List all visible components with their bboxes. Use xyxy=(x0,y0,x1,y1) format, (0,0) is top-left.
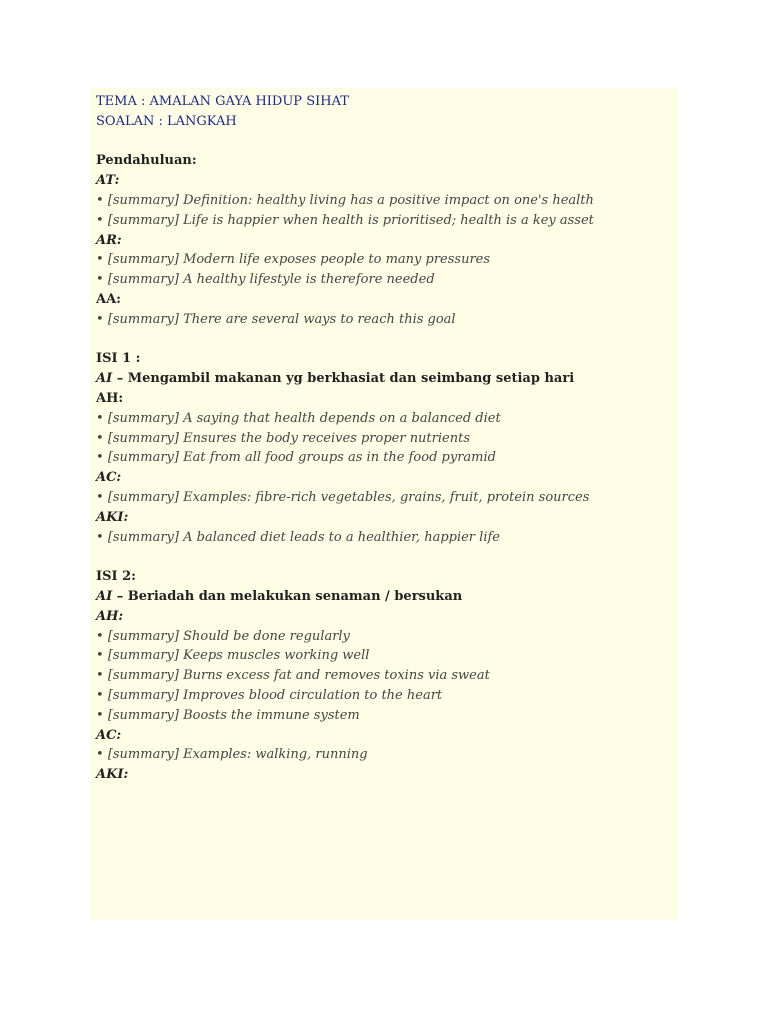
body2-ah-point: • [summary] Burns excess fat and removes toxins via sweat xyxy=(96,666,672,686)
body2-main-point xyxy=(96,587,672,607)
intro-ar-point: • [summary] A healthy lifestyle is therefore needed xyxy=(96,270,672,290)
body2-ac-label: AC: xyxy=(96,727,122,743)
question-line: SOALAN : LANGKAH xyxy=(96,113,237,129)
intro-at-point: • [summary] Definition: healthy living has a positive impact on one's health xyxy=(96,191,672,211)
body2-ah-point: • [summary] Should be done regularly xyxy=(96,627,672,647)
body1-ah-label: AH: xyxy=(96,390,124,406)
body2-ah-point: • [summary] Improves blood circulation to the heart xyxy=(96,686,672,706)
intro-aa-point: • [summary] There are several ways to reach this goal xyxy=(96,310,672,330)
body1-aki-point: • [summary] A balanced diet leads to a healthier, happier life xyxy=(96,528,672,548)
intro-aa-label: AA: xyxy=(96,291,121,307)
body2-aki-label: AKI: xyxy=(96,767,129,783)
theme-line: TEMA : AMALAN GAYA HIDUP SIHAT xyxy=(96,94,349,109)
body1-ah-point: • [summary] Ensures the body receives proper nutrients xyxy=(96,429,672,449)
intro-heading: Pendahuluan: xyxy=(96,153,197,169)
body1-main-point xyxy=(96,369,672,389)
document-page xyxy=(90,88,678,920)
intro-at-label: AT: xyxy=(96,173,120,189)
body2-main-label: AI xyxy=(96,588,113,604)
body2-ah-point: • [summary] Keeps muscles working well xyxy=(96,646,672,666)
body2-ac-point: • [summary] Examples: walking, running xyxy=(96,745,672,765)
body1-ah-point: • [summary] Eat from all food groups as in the food pyramid xyxy=(96,448,672,468)
body1-ah-point: • [summary] A saying that health depends on a balanced diet xyxy=(96,409,672,429)
body1-ac-point: • [summary] Examples: fibre-rich vegetables, grains, fruit, protein sources xyxy=(96,488,672,508)
intro-at-point: • [summary] Life is happier when health is prioritised; health is a key asset xyxy=(96,211,672,231)
intro-ar-point: • [summary] Modern life exposes people to many pressures xyxy=(96,250,672,270)
body1-ac-label: AC: xyxy=(96,470,122,486)
body1-heading: ISI 1 : xyxy=(96,351,141,367)
intro-ar-label: AR: xyxy=(96,232,122,248)
body1-main-label: AI xyxy=(96,371,113,387)
body2-heading: ISI 2: xyxy=(96,569,136,585)
body1-aki-label: AKI: xyxy=(96,509,129,525)
body2-ah-point: • [summary] Boosts the immune system xyxy=(96,706,672,726)
body1-main-text: – Mengambil makanan yg berkhasiat dan seimbang setiap hari xyxy=(116,371,575,387)
body2-main-text: – Beriadah dan melakukan senaman / bersukan xyxy=(116,588,463,604)
body2-ah-label: AH: xyxy=(96,608,124,624)
